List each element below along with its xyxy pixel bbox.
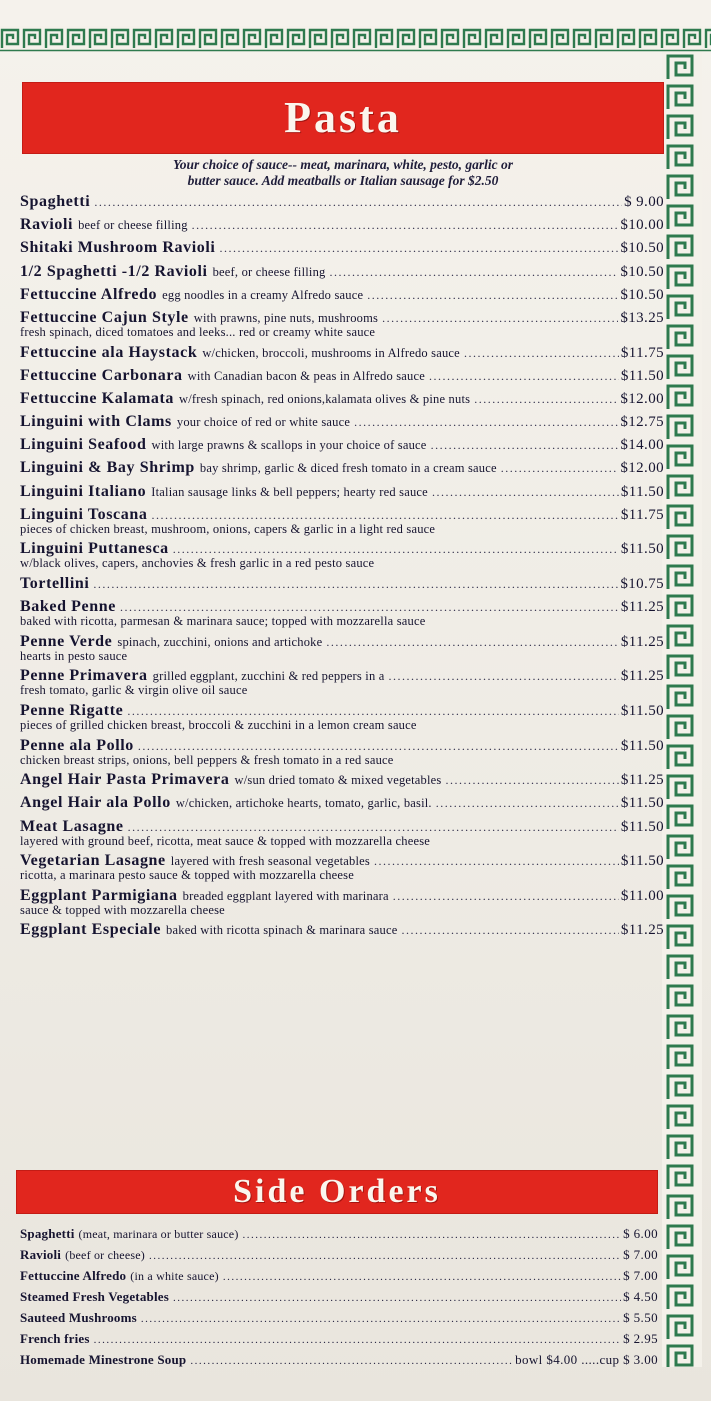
menu-item bbox=[20, 459, 664, 482]
side-order-price: $ 6.00 bbox=[623, 1226, 658, 1241]
dot-leader bbox=[464, 346, 619, 361]
menu-item-name: Fettuccine ala Haystack bbox=[20, 343, 198, 361]
menu-item-price: $11.00 bbox=[620, 887, 664, 904]
menu-item-name: Fettuccine Cajun Style bbox=[20, 308, 189, 326]
side-order-price: $ 4.50 bbox=[623, 1289, 658, 1304]
menu-item bbox=[20, 921, 664, 944]
menu-item-price: $ 9.00 bbox=[624, 194, 664, 210]
menu-item-name: 1/2 Spaghetti -1/2 Ravioli bbox=[20, 262, 208, 280]
menu-item-line bbox=[20, 818, 664, 836]
menu-item bbox=[20, 436, 664, 459]
menu-item-price: $11.25 bbox=[620, 668, 664, 685]
menu-item-price: $12.00 bbox=[620, 390, 664, 407]
menu-item-price: $10.50 bbox=[620, 286, 664, 303]
menu-item bbox=[20, 286, 664, 309]
menu-item-details: fresh tomato, garlic & virgin olive oil sauce bbox=[20, 683, 248, 698]
menu-item-line bbox=[20, 367, 664, 385]
side-order-item bbox=[20, 1310, 658, 1331]
dot-leader bbox=[354, 415, 618, 430]
menu-item-line bbox=[20, 459, 664, 477]
menu-item bbox=[20, 737, 664, 772]
side-order-description: (in a white sauce) bbox=[130, 1269, 219, 1283]
menu-item-name: Tortellini bbox=[20, 575, 90, 593]
menu-item-name: Baked Penne bbox=[20, 598, 116, 616]
menu-item-description: your choice of red or white sauce bbox=[176, 415, 351, 430]
menu-item-description: w/chicken, broccoli, mushrooms in Alfredo sauce bbox=[202, 345, 460, 360]
menu-item-line bbox=[20, 436, 664, 454]
dot-leader bbox=[401, 923, 618, 938]
dot-leader bbox=[436, 796, 619, 811]
side-order-name: Homemade Minestrone Soup bbox=[20, 1352, 187, 1367]
menu-item-price: $14.00 bbox=[620, 437, 664, 454]
dot-leader bbox=[173, 1292, 621, 1304]
menu-item-name: Fettuccine Alfredo bbox=[20, 285, 158, 303]
menu-item-name: Linguini Italiano bbox=[20, 482, 147, 500]
menu-item-description: with large prawns & scallops in your choice of sauce bbox=[151, 438, 427, 453]
side-order-item bbox=[20, 1352, 658, 1373]
menu-item-line bbox=[20, 344, 664, 362]
dot-leader bbox=[128, 820, 619, 835]
menu-item-line bbox=[20, 286, 664, 304]
dot-leader bbox=[93, 577, 618, 592]
sauce-choice-line-2: butter sauce. Add meatballs or Italian sausage for $2.50 bbox=[187, 173, 499, 188]
dot-leader bbox=[446, 773, 619, 788]
dot-leader bbox=[151, 508, 618, 523]
menu-item-description: baked with ricotta spinach & marinara sauce bbox=[166, 923, 398, 938]
menu-item bbox=[20, 216, 664, 239]
menu-item bbox=[20, 413, 664, 436]
menu-item-details: ricotta, a marinara pesto sauce & topped with mozzarella cheese bbox=[20, 868, 354, 883]
menu-item-price: $11.50 bbox=[620, 853, 664, 870]
menu-item-price: $12.75 bbox=[620, 414, 664, 431]
side-order-list bbox=[20, 1226, 658, 1373]
dot-leader bbox=[219, 241, 618, 256]
menu-item-line bbox=[20, 216, 664, 234]
menu-item-description: w/fresh spinach, red onions,kalamata olives & pine nuts bbox=[179, 391, 471, 406]
menu-item bbox=[20, 771, 664, 794]
greek-key-border-top bbox=[0, 26, 711, 52]
dot-leader bbox=[94, 1334, 621, 1346]
sauce-choice-line-1: Your choice of sauce-- meat, marinara, white, pesto, garlic or bbox=[172, 157, 514, 172]
menu-item bbox=[20, 575, 664, 598]
side-order-item bbox=[20, 1247, 658, 1268]
menu-item-line bbox=[20, 413, 664, 431]
dot-leader bbox=[367, 288, 618, 303]
menu-item-line bbox=[20, 575, 664, 593]
menu-item bbox=[20, 367, 664, 390]
menu-item-name: Linguini Puttanesca bbox=[20, 540, 169, 558]
menu-item-line bbox=[20, 193, 664, 211]
dot-leader bbox=[388, 669, 618, 684]
dot-leader bbox=[190, 1355, 513, 1367]
menu-item-details: sauce & topped with mozzarella cheese bbox=[20, 902, 225, 917]
dot-leader bbox=[432, 485, 619, 500]
dot-leader bbox=[149, 1250, 621, 1262]
menu-item bbox=[20, 633, 664, 668]
dot-leader bbox=[94, 195, 622, 210]
menu-item-price: $10.50 bbox=[620, 263, 664, 280]
dot-leader bbox=[393, 889, 619, 904]
menu-item-description: beef, or cheese filling bbox=[212, 264, 326, 279]
dot-leader bbox=[138, 739, 619, 754]
menu-item bbox=[20, 887, 664, 922]
menu-item-price: $11.25 bbox=[620, 599, 664, 616]
side-order-price: $ 7.00 bbox=[623, 1268, 658, 1283]
menu-item bbox=[20, 702, 664, 737]
menu-item bbox=[20, 598, 664, 633]
menu-item-price: $11.50 bbox=[620, 818, 664, 835]
dot-leader bbox=[120, 600, 619, 615]
menu-item-details: pieces of grilled chicken breast, broccoli & zucchini in a lemon cream sauce bbox=[20, 718, 417, 732]
side-order-item bbox=[20, 1226, 658, 1247]
greek-key-border-right bbox=[662, 52, 702, 1367]
side-order-item bbox=[20, 1289, 658, 1310]
menu-item-name: Spaghetti bbox=[20, 193, 91, 210]
menu-item-line bbox=[20, 921, 664, 939]
side-order-name: Spaghetti bbox=[20, 1226, 75, 1241]
menu-item-description: with Canadian bacon & peas in Alfredo sauce bbox=[187, 368, 425, 383]
dot-leader bbox=[223, 1271, 621, 1283]
menu-item-price: $11.75 bbox=[620, 344, 664, 361]
menu-item-price: $11.50 bbox=[620, 367, 664, 384]
dot-leader bbox=[141, 1313, 621, 1325]
menu-item-price: $11.25 bbox=[620, 922, 664, 939]
dot-leader bbox=[330, 265, 619, 280]
side-order-price: bowl $4.00 .....cup $ 3.00 bbox=[515, 1352, 658, 1367]
menu-item bbox=[20, 667, 664, 702]
dot-leader bbox=[429, 369, 619, 384]
menu-item-name: Angel Hair ala Pollo bbox=[20, 794, 171, 812]
menu-item-name: Shitaki Mushroom Ravioli bbox=[20, 239, 216, 257]
dot-leader bbox=[243, 1229, 622, 1241]
menu-item-line bbox=[20, 771, 664, 789]
menu-item-description: spinach, zucchini, onions and artichoke bbox=[117, 634, 323, 649]
menu-item-price: $11.50 bbox=[620, 795, 664, 812]
menu-item-price: $11.25 bbox=[620, 633, 664, 650]
dot-leader bbox=[192, 218, 619, 233]
menu-item-details: baked with ricotta, parmesan & marinara sauce; topped with mozzarella sauce bbox=[20, 614, 426, 629]
menu-item-details: layered with ground beef, ricotta, meat sauce & topped with mozzarella cheese bbox=[20, 833, 431, 848]
menu-item-price: $11.50 bbox=[620, 541, 664, 558]
side-order-price: $ 7.00 bbox=[623, 1247, 658, 1262]
side-order-name: French fries bbox=[20, 1331, 90, 1346]
menu-item-name: Eggplant Parmigiana bbox=[20, 886, 178, 904]
side-order-price: $ 5.50 bbox=[623, 1310, 658, 1325]
menu-item bbox=[20, 506, 664, 541]
side-order-item bbox=[20, 1268, 658, 1289]
menu-item-name: Linguini Seafood bbox=[20, 436, 147, 454]
sauce-choice-note bbox=[22, 157, 664, 189]
dot-leader bbox=[501, 461, 619, 476]
side-order-name: Sauteed Mushrooms bbox=[20, 1310, 137, 1325]
menu-item-name: Fettuccine Kalamata bbox=[20, 389, 175, 407]
menu-item-description: grilled eggplant, zucchini & red peppers in a bbox=[152, 669, 385, 684]
pasta-item-list bbox=[20, 193, 664, 945]
menu-item-name: Linguini with Clams bbox=[20, 413, 172, 431]
menu-item-description: w/chicken, artichoke hearts, tomato, garlic, basil. bbox=[175, 796, 432, 811]
menu-item-line bbox=[20, 263, 664, 281]
side-order-name: Ravioli bbox=[20, 1247, 62, 1262]
menu-item-name: Ravioli bbox=[20, 216, 74, 234]
menu-item-price: $11.50 bbox=[620, 737, 664, 754]
menu-item-name: Penne Primavera bbox=[20, 667, 148, 685]
dot-leader bbox=[374, 854, 619, 869]
dot-leader bbox=[382, 311, 618, 326]
pasta-heading: Pasta bbox=[22, 82, 664, 154]
dot-leader bbox=[127, 704, 619, 719]
menu-item bbox=[20, 263, 664, 286]
dot-leader bbox=[431, 438, 619, 453]
menu-item-name: Linguini Toscana bbox=[20, 505, 148, 523]
menu-item-description: Italian sausage links & bell peppers; hearty red sauce bbox=[151, 484, 428, 499]
menu-item-name: Vegetarian Lasagne bbox=[20, 852, 166, 870]
menu-item bbox=[20, 483, 664, 506]
menu-item-line bbox=[20, 794, 664, 812]
menu-item bbox=[20, 540, 664, 575]
menu-item-details: w/black olives, capers, anchovies & fresh garlic in a red pesto sauce bbox=[20, 556, 375, 571]
side-order-name: Steamed Fresh Vegetables bbox=[20, 1289, 169, 1304]
menu-item-description: egg noodles in a creamy Alfredo sauce bbox=[162, 287, 364, 302]
dot-leader bbox=[173, 542, 619, 557]
menu-item-name: Meat Lasagne bbox=[20, 817, 124, 835]
menu-item-name: Fettuccine Carbonara bbox=[20, 366, 183, 384]
menu-item-line bbox=[20, 483, 664, 501]
menu-item-price: $11.25 bbox=[620, 772, 664, 789]
menu-item-price: $10.50 bbox=[620, 240, 664, 257]
menu-item-details: fresh spinach, diced tomatoes and leeks... red or creamy white sauce bbox=[20, 324, 376, 339]
menu-item bbox=[20, 193, 664, 216]
menu-item bbox=[20, 852, 664, 887]
menu-item-description: w/sun dried tomato & mixed vegetables bbox=[234, 773, 442, 788]
menu-item-name: Angel Hair Pasta Primavera bbox=[20, 771, 230, 789]
menu-item-details: pieces of chicken breast, mushroom, onions, capers & garlic in a light red sauce bbox=[20, 521, 436, 536]
menu-item-line bbox=[20, 239, 664, 257]
menu-item-name: Penne ala Pollo bbox=[20, 736, 134, 754]
menu-item-line bbox=[20, 737, 664, 755]
menu-item bbox=[20, 344, 664, 367]
menu-item-price: $13.25 bbox=[620, 309, 664, 326]
menu-item-name: Penne Rigatte bbox=[20, 702, 124, 719]
menu-item bbox=[20, 794, 664, 817]
side-order-description: (meat, marinara or butter sauce) bbox=[78, 1227, 239, 1241]
menu-item-price: $11.50 bbox=[620, 483, 664, 500]
side-order-price: $ 2.95 bbox=[623, 1331, 658, 1346]
menu-item bbox=[20, 309, 664, 344]
menu-item-name: Linguini & Bay Shrimp bbox=[20, 459, 195, 477]
dot-leader bbox=[326, 635, 619, 650]
menu-item-description: breaded eggplant layered with marinara bbox=[182, 888, 389, 903]
menu-item bbox=[20, 818, 664, 853]
menu-item bbox=[20, 390, 664, 413]
side-orders-heading: Side Orders bbox=[16, 1170, 658, 1214]
menu-item bbox=[20, 239, 664, 262]
menu-item-description: beef or cheese filling bbox=[78, 218, 188, 233]
side-order-name: Fettuccine Alfredo bbox=[20, 1268, 127, 1283]
menu-item-details: hearts in pesto sauce bbox=[20, 648, 128, 663]
menu-item-line bbox=[20, 390, 664, 408]
menu-item-name: Penne Verde bbox=[20, 632, 113, 650]
menu-item-price: $12.00 bbox=[620, 460, 664, 477]
menu-item-description: layered with fresh seasonal vegetables bbox=[170, 854, 370, 869]
menu-item-price: $11.50 bbox=[620, 703, 664, 719]
side-order-description: (beef or cheese) bbox=[65, 1248, 145, 1262]
menu-item-description: with prawns, pine nuts, mushrooms bbox=[193, 310, 379, 325]
menu-item-description: bay shrimp, garlic & diced fresh tomato in a cream sauce bbox=[199, 461, 497, 476]
menu-item-price: $10.75 bbox=[620, 576, 664, 593]
menu-item-name: Eggplant Especiale bbox=[20, 921, 162, 939]
menu-item-price: $10.00 bbox=[620, 217, 664, 234]
menu-item-price: $11.75 bbox=[620, 506, 664, 523]
dot-leader bbox=[474, 392, 618, 407]
side-order-item bbox=[20, 1331, 658, 1352]
menu-item-details: chicken breast strips, onions, bell peppers & fresh tomato in a red sauce bbox=[20, 752, 394, 767]
